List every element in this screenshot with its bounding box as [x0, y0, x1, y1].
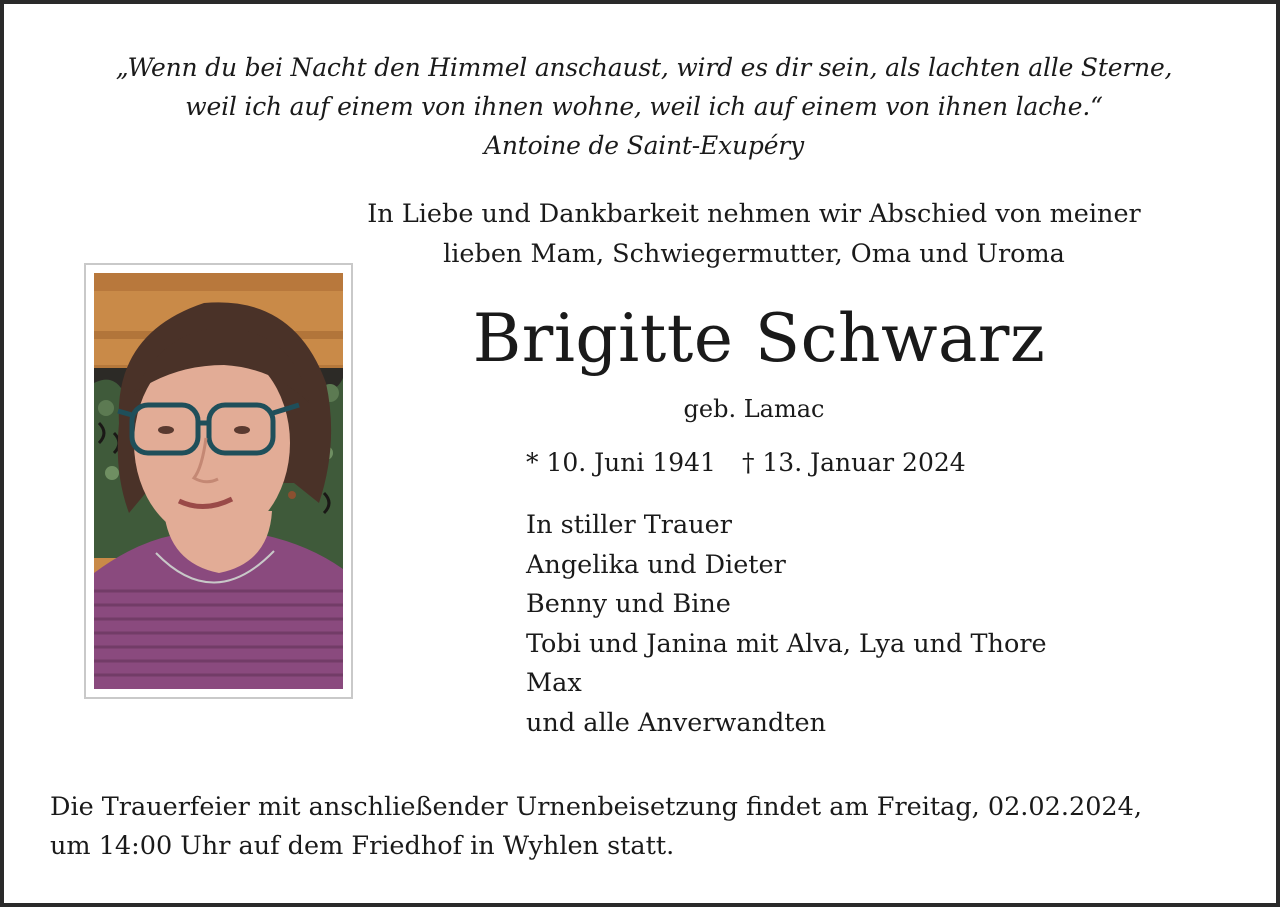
- mourners-heading: In stiller Trauer: [526, 510, 732, 540]
- service-info: [50, 788, 1250, 866]
- list-item: Max: [526, 668, 582, 699]
- portrait-photo: [94, 273, 343, 689]
- mourners-list: [526, 506, 1047, 744]
- maiden-name: geb. Lamac: [683, 395, 825, 423]
- intro-line-1: In Liebe und Dankbarkeit nehmen wir Abschied von meiner: [367, 199, 1141, 229]
- list-item: Tobi und Janina mit Alva, Lya und Thore: [526, 628, 1047, 659]
- intro-text: [314, 194, 1194, 274]
- intro-line-2: lieben Mam, Schwiegermutter, Oma und Uroma: [443, 239, 1065, 269]
- life-dates: [526, 444, 966, 482]
- portrait-illustration: [94, 273, 343, 689]
- death-date: † 13. Januar 2024: [741, 448, 966, 477]
- list-item: Angelika und Dieter: [526, 549, 786, 580]
- quote-line-1: „Wenn du bei Nacht den Himmel anschaust, wird es dir sein, als lachten alle Sterne,: [115, 53, 1173, 82]
- service-line-1: Die Trauerfeier mit anschließender Urnenbeisetzung findet am Freitag, 02.02.2024,: [50, 792, 1142, 822]
- birth-date: * 10. Juni 1941: [526, 448, 716, 477]
- deceased-name: Brigitte Schwarz: [472, 300, 1046, 377]
- quote-line-2: weil ich auf einem von ihnen wohne, weil ich auf einem von ihnen lache.“: [185, 92, 1103, 121]
- quote-block: [4, 48, 1280, 165]
- list-item: Benny und Bine: [526, 589, 731, 620]
- portrait-frame: [84, 263, 353, 699]
- list-item: und alle Anverwandten: [526, 707, 827, 738]
- service-line-2: um 14:00 Uhr auf dem Friedhof in Wyhlen statt.: [50, 831, 675, 861]
- quote-author: Antoine de Saint-Exupéry: [484, 131, 804, 160]
